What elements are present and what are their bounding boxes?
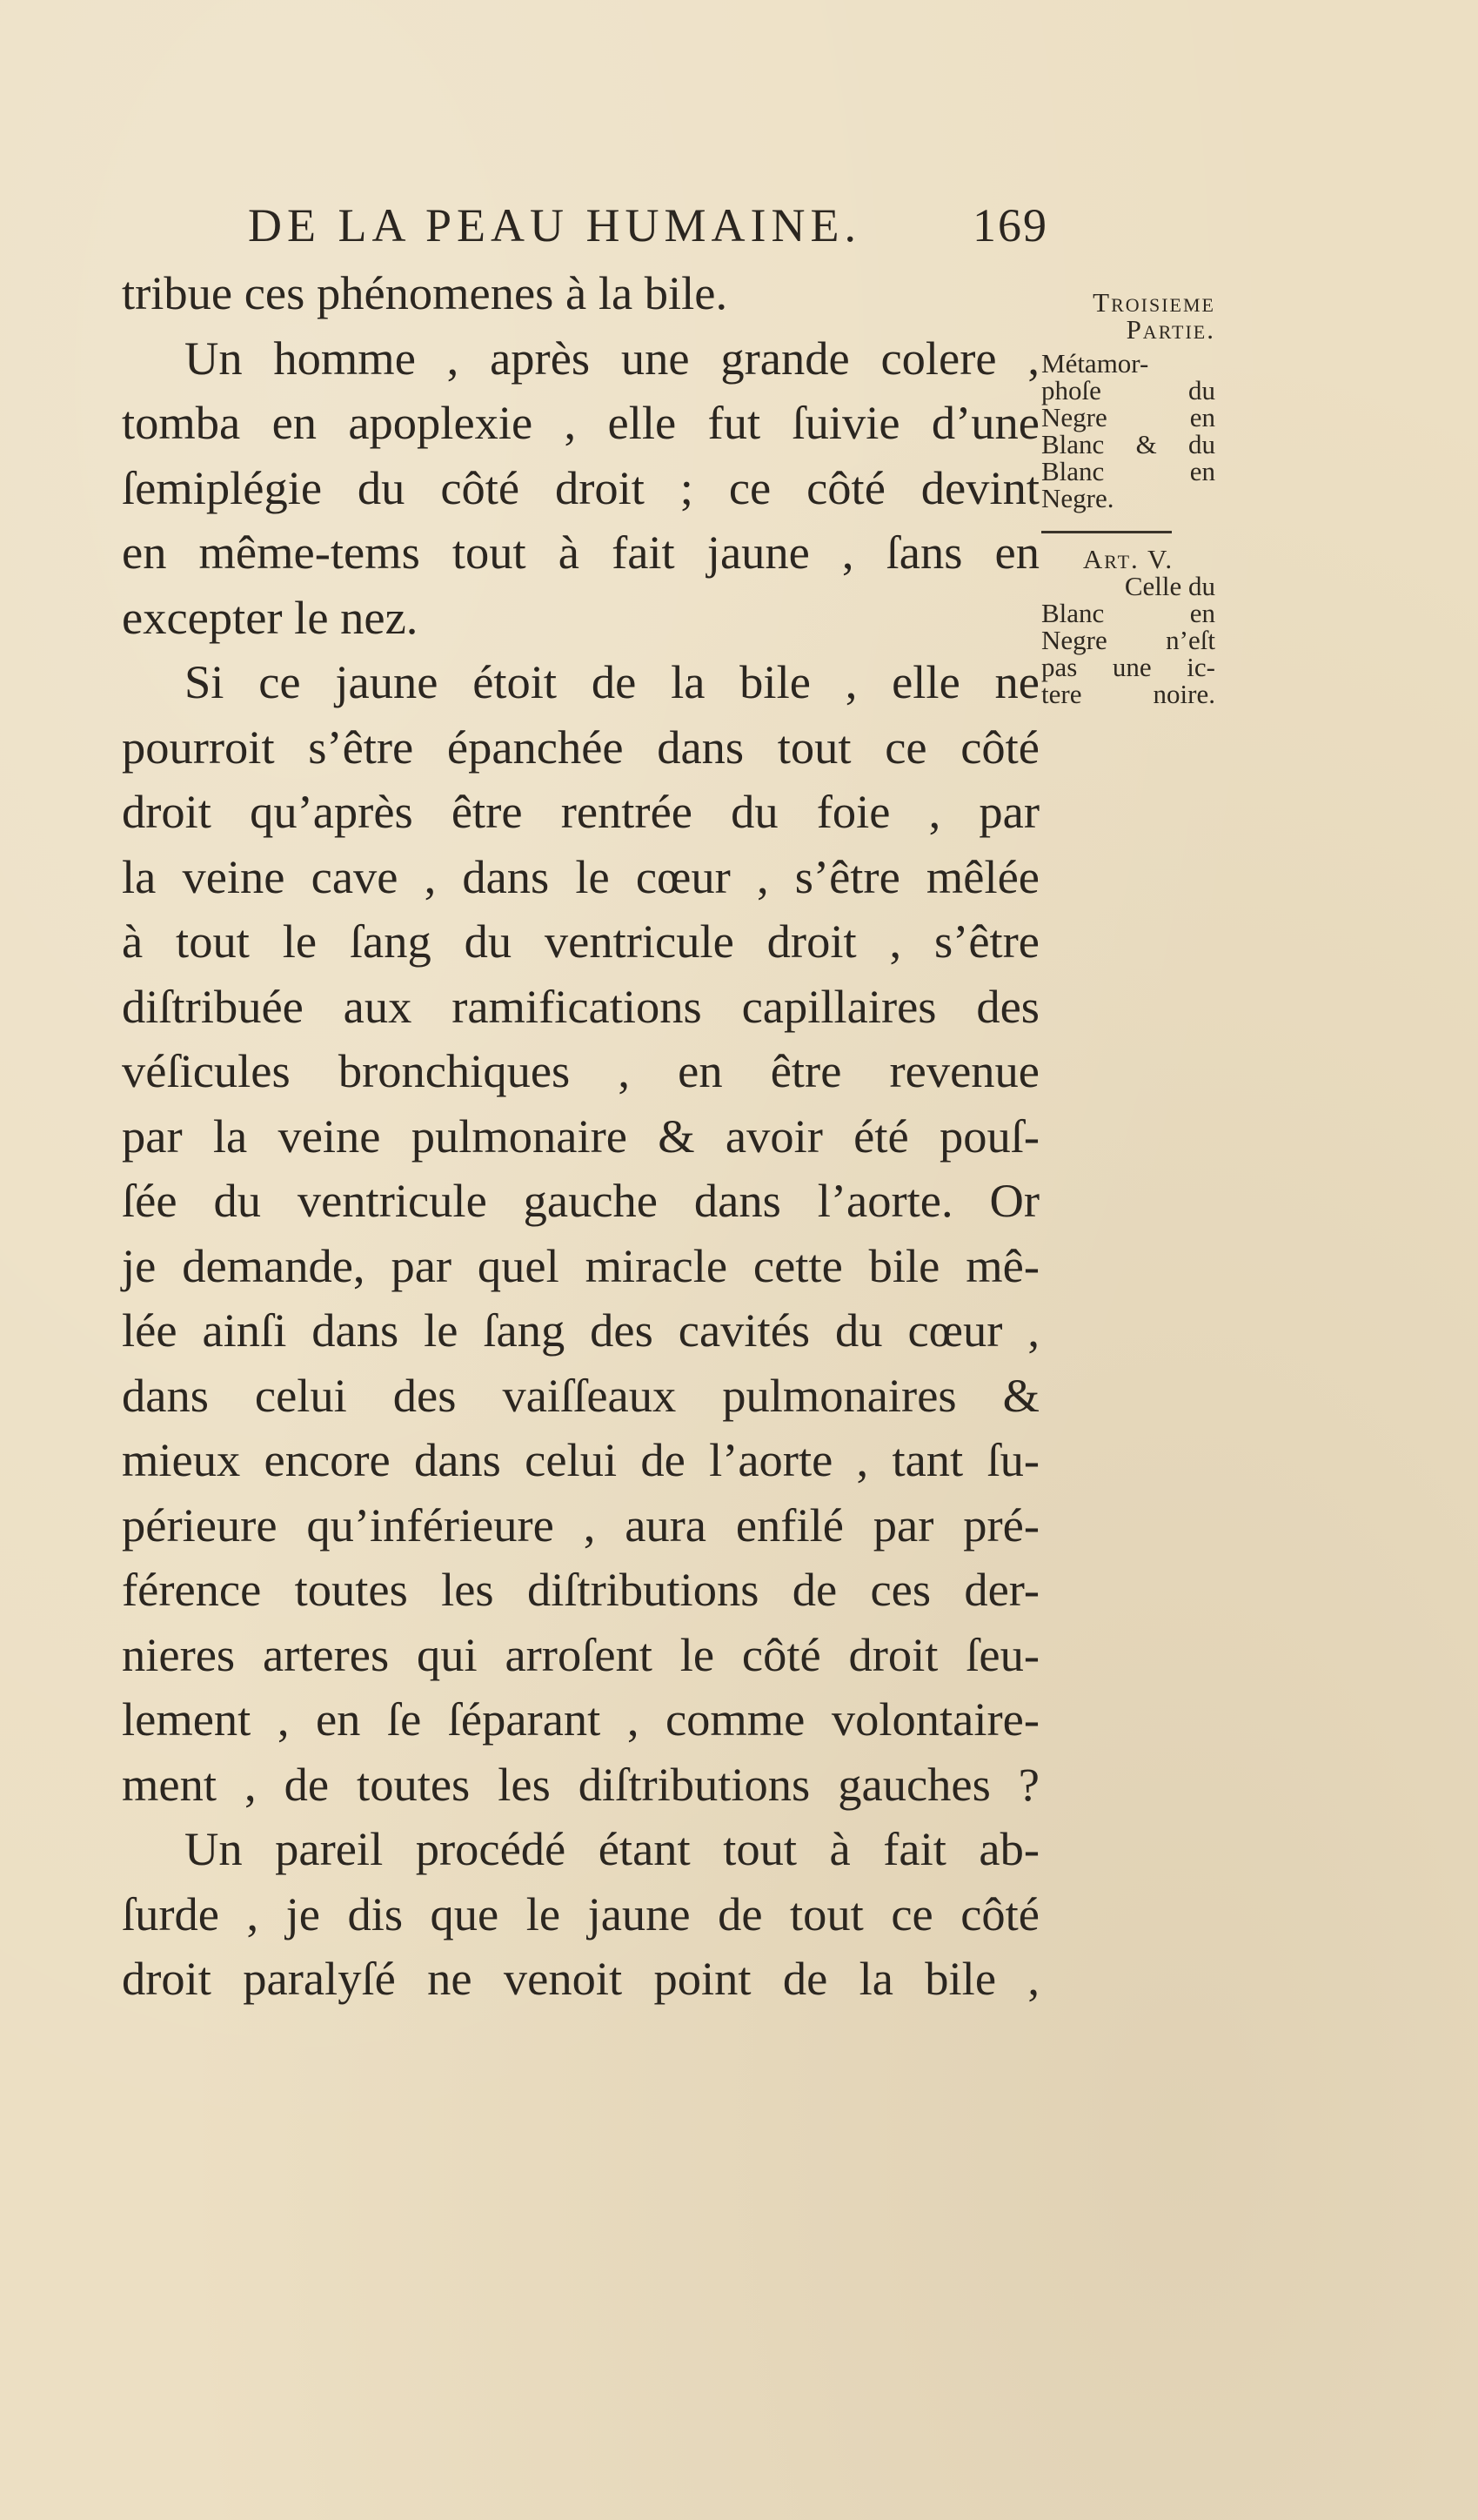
- text-line: Un homme , après une grande colere ,: [184, 331, 1040, 385]
- text-line: dans celui des vaiſſeaux pulmonaires &: [122, 1368, 1040, 1422]
- text-line: férence toutes les diſtributions de ces der-: [122, 1563, 1040, 1616]
- article-note: [1041, 573, 1215, 707]
- text-line: Un pareil procédé étant tout à fait ab-: [184, 1822, 1040, 1875]
- margin-note-line: Celle du: [1124, 571, 1215, 601]
- text-line: lement , en ſe ſéparant , comme volontaire-: [122, 1692, 1040, 1746]
- page-number: 169: [973, 199, 1048, 251]
- margin-note-line: Negre en: [1041, 402, 1215, 432]
- text-line: tomba en apoplexie , elle fut ſuivie d’une: [122, 396, 1040, 449]
- text-line: droit paralyſé ne venoit point de la bile ,: [122, 1952, 1040, 2005]
- part-label-line-1: Troisieme: [1093, 287, 1215, 318]
- running-header: [248, 198, 1048, 259]
- article-label: Art. V.: [1082, 544, 1174, 574]
- margin-note-line: Blanc en: [1041, 598, 1215, 628]
- margin-note-line: Blanc en: [1041, 456, 1215, 486]
- text-line: la veine cave , dans le cœur , s’être mêlée: [122, 849, 1040, 903]
- margin-note-line: Blanc & du: [1041, 429, 1215, 459]
- running-title: DE LA PEAU HUMAINE.: [248, 199, 861, 251]
- margin-notes: [1041, 289, 1215, 707]
- part-label-line-2: Partie.: [1126, 314, 1215, 345]
- text-line: en même-tems tout à fait jaune , ſans en: [122, 526, 1040, 579]
- margin-note-line: pas une ic-: [1041, 652, 1215, 682]
- margin-note-line: tere noire.: [1041, 679, 1215, 709]
- text-line: par la veine pulmonaire & avoir été pouſ-: [122, 1109, 1040, 1163]
- text-line: droit qu’après être rentrée du foie , par: [122, 785, 1040, 838]
- text-line: ſemiplégie du côté droit ; ce côté devint: [122, 460, 1040, 514]
- text-line: périeure qu’inférieure , aura enfilé par pré-: [122, 1498, 1040, 1552]
- text-line: ſée du ventricule gauche dans l’aorte. Or: [122, 1174, 1040, 1227]
- margin-note-line: Negre.: [1041, 483, 1114, 513]
- text-line: je demande, par quel miracle cette bile mê-: [122, 1238, 1040, 1292]
- text-line: excepter le nez.: [122, 590, 418, 644]
- text-line: véſicules bronchiques , en être revenue: [122, 1044, 1040, 1097]
- margin-note-line: Métamor-: [1041, 348, 1149, 379]
- margin-note-line: Negre n’eſt: [1041, 625, 1215, 655]
- text-line: mieux encore dans celui de l’aorte , tant ſu-: [122, 1433, 1040, 1486]
- text-line: ſurde , je dis que le jaune de tout ce côté: [122, 1887, 1040, 1940]
- note-divider: [1041, 531, 1172, 533]
- text-line: tribue ces phénomenes à la bile.: [122, 266, 728, 319]
- margin-note-line: phoſe du: [1041, 375, 1215, 405]
- main-text-block: [122, 261, 1040, 2012]
- text-line: diſtribuée aux ramifications capillaires des: [122, 979, 1040, 1033]
- section-note: [1041, 350, 1215, 512]
- text-line: nieres arteres qui arroſent le côté droit ſeu-: [122, 1627, 1040, 1681]
- text-line: ment , de toutes les diſtributions gauches ?: [122, 1757, 1040, 1811]
- text-line: lée ainſi dans le ſang des cavités du cœur ,: [122, 1304, 1040, 1357]
- text-line: Si ce jaune étoit de la bile , elle ne: [184, 655, 1040, 708]
- text-line: pourroit s’être épanchée dans tout ce côté: [122, 720, 1040, 774]
- text-line: à tout le ſang du ventricule droit , s’être: [122, 915, 1040, 968]
